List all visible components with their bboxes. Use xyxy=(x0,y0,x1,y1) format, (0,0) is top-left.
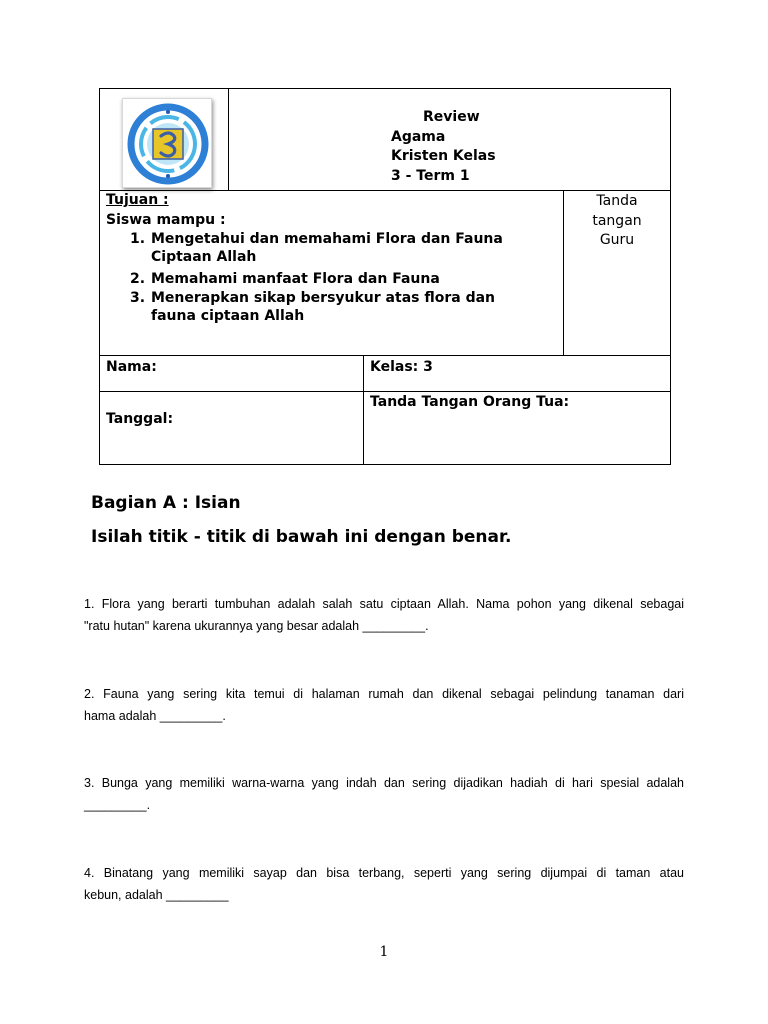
question-text-line: 4. Binatang yang memiliki sayap dan bisa terbang, seperti yang sering dijumpai di taman atau xyxy=(84,866,684,880)
objective-item xyxy=(100,270,564,290)
objective-text: Mengetahui dan memahami Flora dan Fauna Ciptaan Allah xyxy=(151,231,503,265)
question-item xyxy=(84,593,684,637)
name-cell[interactable] xyxy=(100,356,364,391)
objective-item xyxy=(100,289,564,329)
question-item xyxy=(84,862,684,906)
section-instruction: Isilah titik - titik di bawah ini dengan benar. xyxy=(91,527,512,547)
parent-signature-cell[interactable] xyxy=(364,392,670,464)
question-text-line: _________. xyxy=(84,798,151,812)
title-line-review: Review xyxy=(423,109,480,125)
teacher-signature-cell xyxy=(564,191,670,355)
question-text-line: 3. Bunga yang memiliki warna-warna yang indah dan sering dijadikan hadiah di hari spesial adalah xyxy=(84,776,684,790)
teacher-signature-label-line: tangan xyxy=(592,212,642,229)
date-label: Tanggal: xyxy=(106,411,174,427)
students-able-label: Siswa mampu : xyxy=(106,212,226,228)
question-text-line: kebun, adalah _________ xyxy=(84,888,229,902)
name-label: Nama: xyxy=(106,359,157,375)
teacher-signature-label-line: Guru xyxy=(599,232,635,248)
question-item xyxy=(84,683,684,727)
date-signature-row xyxy=(100,392,670,464)
objective-number: 1. xyxy=(130,231,146,247)
objective-item xyxy=(100,230,564,270)
objectives-label: Tujuan : xyxy=(106,192,169,208)
class-cell xyxy=(364,356,670,391)
question-text-line: "ratu hutan" karena ukurannya yang besar adalah _________. xyxy=(84,619,429,633)
date-cell[interactable] xyxy=(100,392,364,464)
question-item xyxy=(84,772,684,816)
question-text-line: 1. Flora yang berarti tumbuhan adalah salah satu ciptaan Allah. Nama pohon yang dikenal sebagai xyxy=(84,597,684,611)
title-line-religion-class: Kristen Kelas xyxy=(391,148,496,164)
objective-text: Menerapkan sikap bersyukur atas flora dan fauna ciptaan Allah xyxy=(151,290,495,324)
logo-cell xyxy=(100,89,229,190)
header-row xyxy=(100,89,670,191)
teacher-signature-label-line: Tanda xyxy=(596,193,638,209)
name-class-row xyxy=(100,356,670,392)
objective-text: Memahami manfaat Flora dan Fauna xyxy=(151,270,440,287)
question-text-line: hama adalah _________. xyxy=(84,709,226,723)
header-table xyxy=(99,88,671,465)
class-label: Kelas: 3 xyxy=(370,359,433,375)
objectives-row xyxy=(100,191,670,356)
objective-number: 2. xyxy=(130,270,146,287)
objectives-cell xyxy=(100,191,564,355)
page-number: 1 xyxy=(379,944,389,960)
school-logo-icon xyxy=(122,98,212,188)
section-title: Bagian A : Isian xyxy=(91,493,241,513)
parent-signature-label: Tanda Tangan Orang Tua: xyxy=(370,394,570,410)
title-line-subject: Agama xyxy=(391,128,446,145)
objective-number: 3. xyxy=(130,290,146,306)
worksheet-title xyxy=(229,89,670,190)
question-text-line: 2. Fauna yang sering kita temui di halaman rumah dan dikenal sebagai pelindung tanaman dari xyxy=(84,687,684,701)
title-line-term: 3 - Term 1 xyxy=(391,167,470,184)
